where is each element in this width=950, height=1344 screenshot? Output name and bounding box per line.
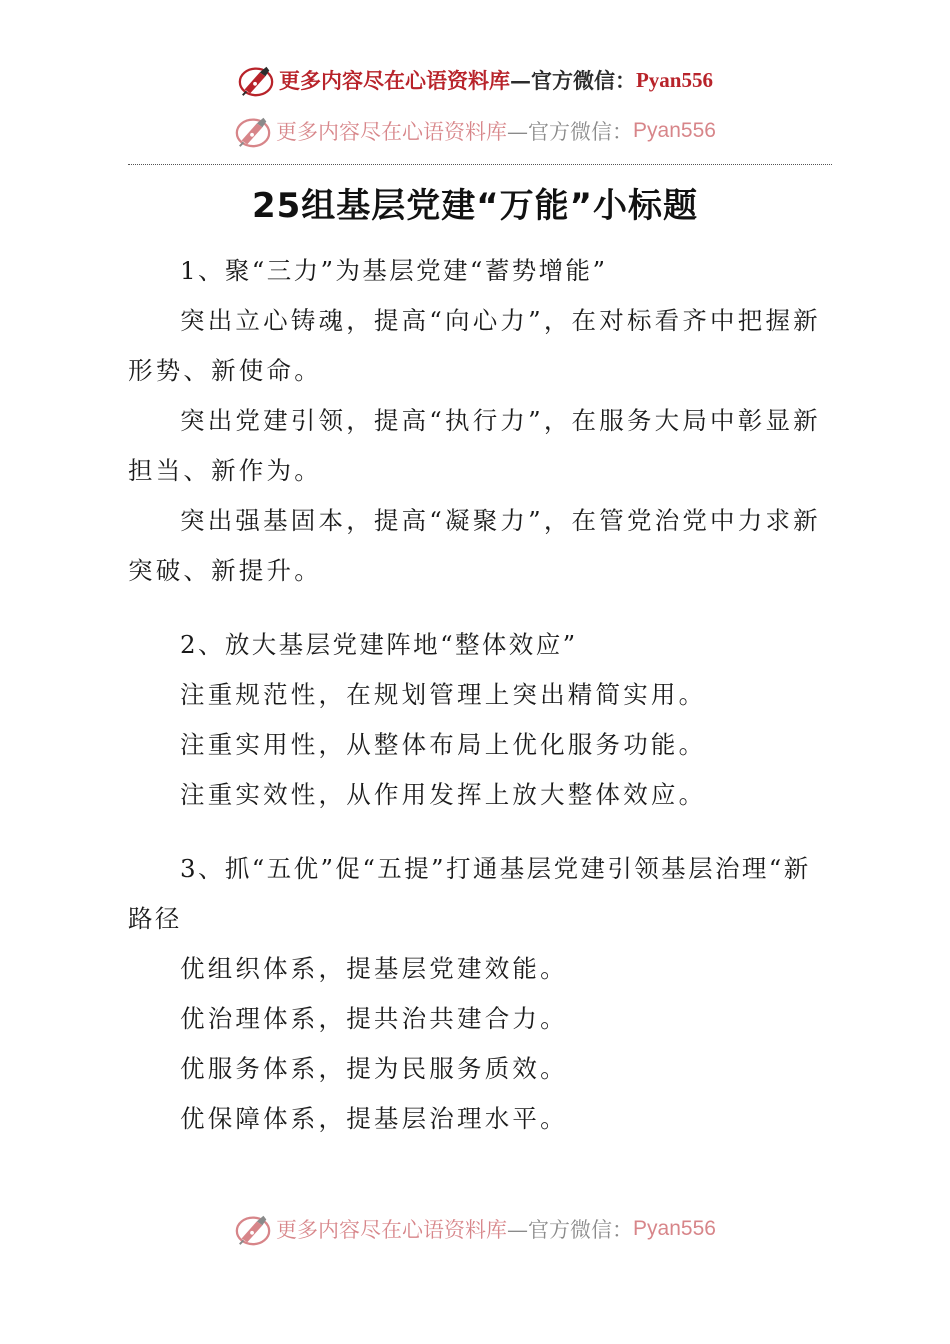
banner-site-text: 更多内容尽在心语资料库 — [278, 68, 510, 93]
section-item: 优治理体系，提共治共建合力。 — [180, 1004, 568, 1033]
banner-dash-text: —官方微信： — [507, 1218, 634, 1242]
banner-site-text: 更多内容尽在心语资料库 — [276, 120, 508, 144]
header-divider — [128, 164, 832, 165]
header-banner-primary — [0, 60, 950, 100]
section-item: 注重实用性，从整体布局上优化服务功能。 — [180, 730, 707, 759]
section-item: 突出立心铸魂，提高“向心力”，在对标看齐中把握新形势、新使命。 — [128, 306, 821, 385]
banner-wechat-id: Pyan556 — [635, 67, 713, 92]
document-title: 25组基层党建“万能”小标题 — [251, 186, 698, 226]
pen-nib-logo-icon — [234, 112, 272, 150]
pen-nib-logo-icon — [237, 61, 275, 99]
document-body — [128, 246, 832, 1144]
section-item: 突出党建引领，提高“执行力”，在服务大局中彰显新担当、新作为。 — [128, 406, 821, 485]
section-item: 注重实效性，从作用发挥上放大整体效应。 — [180, 780, 707, 809]
banner-site-text: 更多内容尽在心语资料库 — [276, 1218, 508, 1242]
footer-banner — [0, 1210, 950, 1248]
banner-wechat-id: Pyan556 — [633, 119, 716, 142]
header-banner-secondary — [0, 112, 950, 150]
pen-nib-logo-icon — [234, 1210, 272, 1248]
section-heading: 3、抓“五优”促“五提”打通基层党建引领基层治理“新路径 — [128, 854, 811, 933]
section-spacer — [128, 820, 832, 844]
banner-dash-text: —官方微信： — [509, 68, 636, 93]
section-item: 优组织体系，提基层党建效能。 — [180, 954, 568, 983]
section-item: 优保障体系，提基层治理水平。 — [180, 1104, 568, 1133]
section-spacer — [128, 596, 832, 620]
section-item: 突出强基固本，提高“凝聚力”，在管党治党中力求新突破、新提升。 — [128, 506, 821, 585]
section-item: 注重规范性，在规划管理上突出精简实用。 — [180, 680, 707, 709]
section-item: 优服务体系，提为民服务质效。 — [180, 1054, 568, 1083]
banner-dash-text: —官方微信： — [507, 120, 634, 144]
section-heading: 1、聚“三力”为基层党建“蓄势增能” — [180, 256, 608, 285]
banner-wechat-id: Pyan556 — [633, 1217, 716, 1240]
section-heading: 2、放大基层党建阵地“整体效应” — [180, 630, 578, 659]
